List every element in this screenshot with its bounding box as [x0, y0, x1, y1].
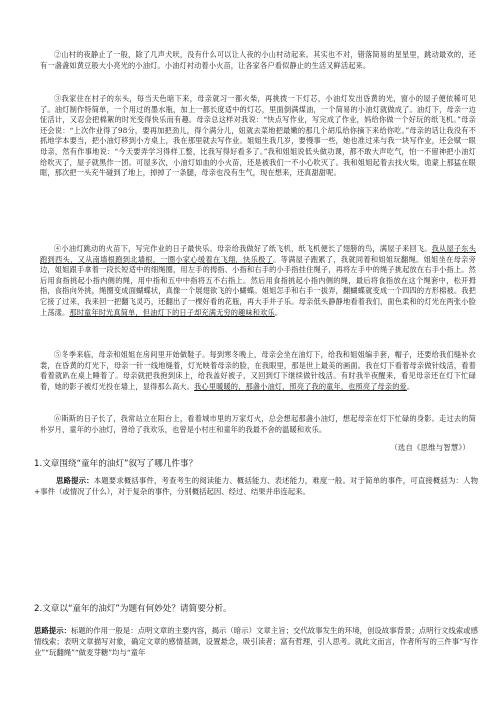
paragraph-3: ③我家住在村子的东头，每当天色暗下来，母亲就习一都火柴，再挑拨一下灯芯，小油灯发出昏黄的光，窗小的屋子便依稀可见了。油灯制作特简单，一个用过的墨水瓶，加上一都长度适中的灯芯，里面倒满煤油，一个简易的小油灯就做成了。油灯下，母亲一边怔活计，又忍会把棉絮的时光变得快乐而有趣。母亲总这样对我说：“快点写作业，写完成了作业，妈给你做一个好玩的纸飞机。”母亲还会说：“上次作业得了98分，要再加把劲儿，得个满分儿，妞就去菜地把最嫩的那几个胡瓜给你摘下来给你吃。”母亲的话让我没有不抓地学本要当，把小油灯移到小方桌上，我在那里就去写作业。姐姐生我几岁，要慢事一些，她也准过来与我一块写作业，还会赋一眼母亲，然有作事地说：“今天要弄学习得样工整，比我写得好看多了。”我和姐姐说低头做功课，都不敢大声吃气，怕一不留神把小油灯给吹灭了，屋子就黑作一团。可屋多次，小油灯如血的小火苗，还是被我们一不小心吹灭了。我和姐姐起着去找火柴，诡蒙上那猛在眼眶，那次把一头充牛碰到了地上，掉掉了一条腿，母亲也没有生气，现在想来，还真甜甜呢。 [40, 94, 476, 178]
paragraph-4-text-b: 。等满屋子跑累了，我就同着和姐姐玩翻绳。姐姐坐在母亲旁边，姐姐跟手拿着一段长短适中的细绳圈，用左手的拇指、小指和右手的小手指挂住绳子，再将左手中的绳子挑起放在右手小指上。然后用食指挑起小指内侧的绳，用中指和五中中指将五不右指上。然后用食指挑起小指内侧的绳，最后将食指放在这个绳套中，松开拇指，食指向外挑，绳圈变成面蝴蝶状，真像一个展翅欲飞的小蝴蝶。姐姐怎手和右手一拔弄，翻蝴蝶就变成一个四四的方形棉被。我把它接了过来，我来回一把翻飞灵巧，还翻出了一棵好看的花瓶，再大手并子乐。母亲低头静静地看着我们，面色柔和的灯光在两张小脸上荡漾。 [40, 254, 476, 317]
question-2-tip [34, 625, 478, 659]
paragraph-4-underline-2: 那时童年时光真简单，但油灯下的日子却充满无穷的趣味和欢乐 [69, 307, 275, 317]
question-1-tip-text: 本题要求概括事件，考查考生的阅读能力、概括能力、表述能力，难度一般。对于简单的事件，可直接概括为：人物+事件（或情况了什么），对于复杂的事件，分别概括起因、经过、结果并串连起来。 [34, 476, 478, 497]
question-2: 2.文章以“童年的油灯”为题有何妙处？请简要分析。 [34, 604, 232, 614]
question-1-tip-label: 思路提示： [56, 476, 94, 485]
paragraph-4-text-a: ④小油灯跳动的火苗下，写完作业的日子最快乐。母亲给我做好了纸飞机，纸飞机便长了翅膀的鸟，满屋子来回飞。 [54, 244, 432, 253]
question-1-tip [34, 475, 478, 497]
paragraph-5 [40, 350, 476, 392]
paragraph-5-text-a: ⑤冬季来临，母亲和姐姐在房间里开始做鞋子。每到寒冬晚上，母亲会坐在油灯下，给我和姐姐编手套，帽子，还要给我们缝补衣裳，在昏黄的灯光下，母亲一针一线地缝着，灯光映着母亲的脸，在我眼里，那是世上最美的画面。我在灯下看着母亲做针线活，看着看着就趴在桌上睡着了。母亲就把我抱到床上，给我盖好被子，又回到灯下继续做针线活。有时我半夜醒来，看见母亲还在灯下忙碌着，她的影子被灯光投在墙上，显得那么高大。 [40, 350, 476, 391]
paragraph-2: ②山村的夜静止了一般，除了几声犬吠，没有什么可以让人夜的小山村动起来。其实也不对，错落简易的星星里，跳动最欢的，还有一盏盏如黄豆般大小亮光的小油灯。小油灯衬动着小火苗，让各家各户看似静止的生活又鲜活起来。 [40, 50, 476, 70]
source-citation: （选自《思维与智慧》） [390, 443, 470, 452]
paragraph-5-text-b: 。 [406, 381, 415, 391]
paragraph-4-underline-1: 我从屋子东头跑到西头，又从南墙根跑到北墙根，一圈小家心缓着在飞翔，快乐极了 [40, 244, 477, 264]
paragraph-4 [40, 244, 476, 318]
question-2-tip-label: 思路提示： [34, 626, 71, 635]
paragraph-6: ⑥斯斯的日子长了，我常站立在阳台上，看着城市里的万家灯火，总会想起那盏小油灯，想起母亲在灯下忙碌的身影。走过去的简朴岁月，童年的小油灯，曾给了我欢乐，也曾是小村庄和童年的我最不舍的温暖和欢乐。 [40, 414, 476, 434]
paragraph-5-underline: 我心里暖暖的，那盏小油灯，照亮了我的童年，也照亮了母亲的爱 [194, 381, 407, 391]
question-2-tip-text: 标题的作用一般是：点明文章的主要内容，揭示（暗示）文章主旨；交代故事发生的环境，创设故事背景；点明行文线索或感情线索；表明文章描写对象，确定文章的感情基调，设置悬念，吸引读者；富有哲理，引人思考。就此文而言，作者所写的三件事“写作业”“玩翻绳”“做麦芽糖”均与“童年 [34, 626, 478, 658]
question-1: 1.文章围绕“童年的油灯”叙写了哪几件事？ [34, 459, 198, 469]
paragraph-4-text-c: 。 [274, 307, 283, 317]
